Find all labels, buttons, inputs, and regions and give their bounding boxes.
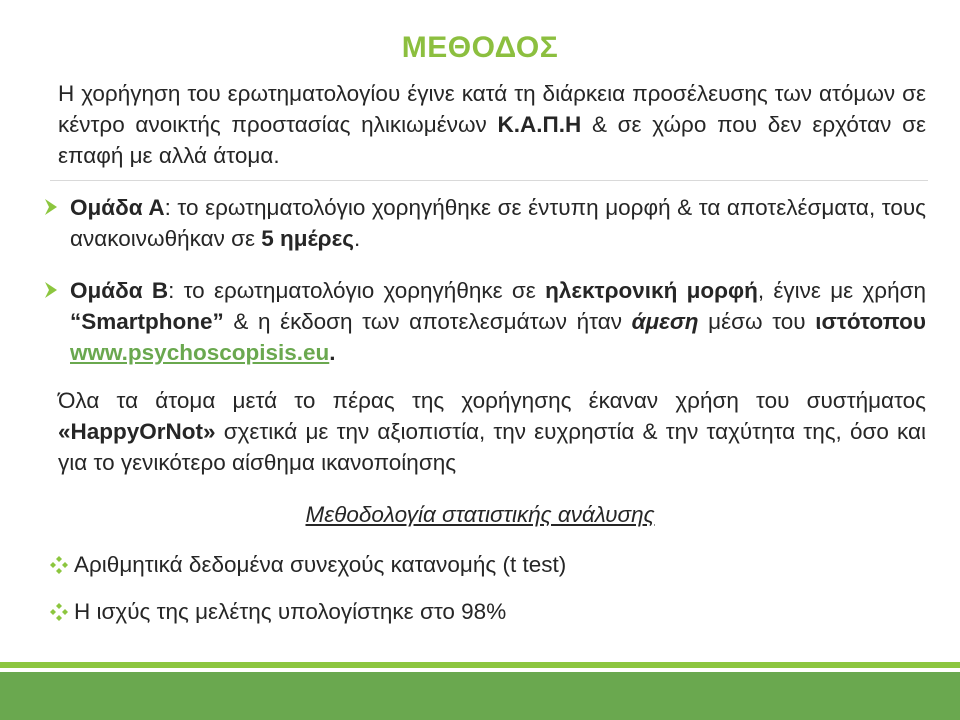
stats-item: Η ισχύς της μελέτης υπολογίστηκε στο 98% — [74, 599, 507, 624]
kapi-label: Κ.Α.Π.Η — [497, 112, 582, 137]
stats-item: Αριθμητικά δεδομένα συνεχούς κατανομής (t test) — [74, 552, 567, 577]
arrow-bullet-icon — [44, 280, 58, 300]
happy-text-end: σχετικά με την αξιοπιστία, την ευχρηστία & την ταχύτητα της, όσο και για το γενικότερο αίσθημα ικανοποίησης — [58, 419, 926, 475]
divider — [50, 180, 928, 181]
website-label: ιστότοπου — [815, 309, 926, 334]
slide-title: ΜΕΘΟΔΟΣ — [401, 31, 559, 64]
psychoscopisis-link[interactable]: www.psychoscopisis.eu — [70, 340, 330, 365]
diamond-cluster-bullet-icon — [50, 603, 68, 621]
diamond-cluster-bullet-icon — [50, 556, 68, 574]
footer-band — [0, 672, 960, 720]
group-a-label: Ομάδα Α — [70, 195, 165, 220]
group-b-paragraph — [70, 275, 926, 368]
arrow-bullet-icon — [44, 197, 58, 217]
immediate-label: άμεση — [631, 309, 699, 334]
group-b-end: . — [329, 340, 336, 365]
group-a-days: 5 ημέρες — [261, 226, 354, 251]
group-b-text: : το ερωτηματολόγιο χορηγήθηκε σε — [168, 278, 546, 303]
group-b-text-2: , έγινε με χρήση — [757, 278, 926, 303]
footer-band-thin — [0, 662, 960, 668]
happyornot-paragraph — [58, 385, 926, 478]
group-a-paragraph — [70, 192, 926, 254]
intro-text-end: & σε χώρο που δεν ερχόταν σε επαφή με αλλά άτομα. — [58, 112, 926, 168]
group-a-text: : το ερωτηματολόγιο χορηγήθηκε σε έντυπη μορφή & τα αποτελέσματα, τους ανακοινωθήκαν σε — [70, 195, 927, 251]
intro-paragraph — [58, 78, 926, 171]
stats-heading: Μεθοδολογία στατιστικής ανάλυσης — [305, 502, 655, 527]
group-b-text-3: & η έκδοση των αποτελεσμάτων ήταν — [223, 309, 632, 334]
group-a-end: . — [353, 226, 361, 251]
group-b-label: Ομάδα Β — [70, 278, 169, 303]
happyornot-label: «HappyOrNot» — [58, 419, 216, 444]
intro-text: Η χορήγηση του ερωτηματολογίου έγινε κατά τη διάρκεια προσέλευσης των ατόμων σε κέντρο ανοικτής προστασίας ηλικιωμένων — [58, 81, 926, 137]
electronic-form: ηλεκτρονική μορφή — [545, 278, 758, 303]
happy-text: Όλα τα άτομα μετά το πέρας της χορήγησης έκαναν χρήση του συστήματος — [58, 388, 926, 413]
smartphone-label: “Smartphone” — [70, 309, 224, 334]
group-b-text-4: μέσω του — [698, 309, 816, 334]
